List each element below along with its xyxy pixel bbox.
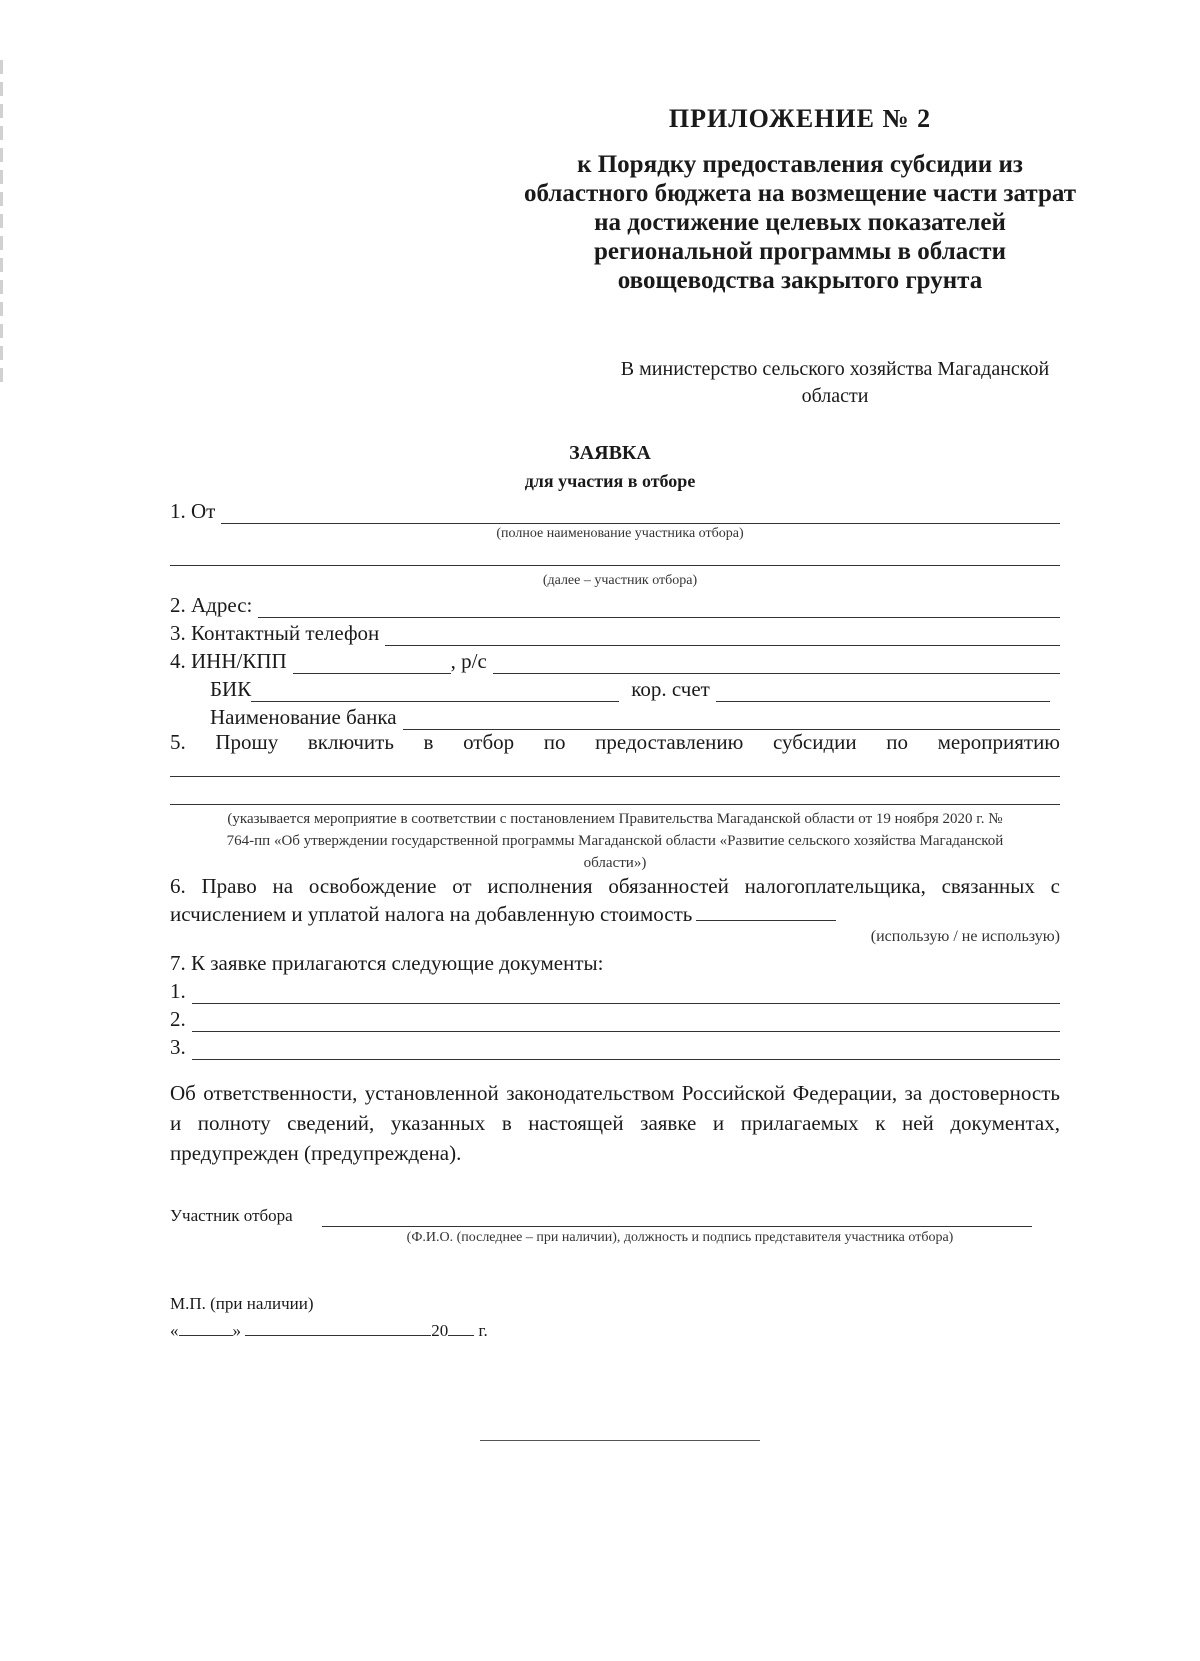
item1-hint2: (далее – участник отбора) — [542, 573, 698, 588]
account-field[interactable] — [493, 653, 1060, 674]
address-field[interactable] — [258, 597, 1060, 618]
stamp-label: М.П. (при наличии) — [170, 1294, 314, 1313]
bank-name-field[interactable] — [403, 709, 1060, 730]
date-day-field[interactable] — [179, 1320, 233, 1336]
applicant-name-field[interactable] — [221, 503, 1060, 524]
applicant-name-field-2[interactable] — [170, 565, 1060, 566]
doc-number: 3. — [170, 1035, 186, 1059]
participant-label: Участник отбора — [170, 1206, 293, 1225]
participant-hint: (Ф.И.О. (последнее – при наличии), должность и подпись представителя участника отбора) — [406, 1230, 954, 1245]
doc-number: 2. — [170, 1007, 186, 1031]
item1-label: 1. От — [170, 499, 216, 523]
bik-label: БИК — [210, 677, 252, 701]
doc-row — [170, 1006, 1060, 1032]
phone-field[interactable] — [385, 625, 1060, 646]
doc-row — [170, 1034, 1060, 1060]
addressee: В министерство сельского хозяйства Магаданской области — [620, 358, 1050, 407]
corr-account-label: кор. счет — [631, 677, 710, 701]
bank-label: Наименование банка — [210, 705, 397, 729]
date-open-quote: « — [170, 1321, 179, 1340]
date-close-quote: » — [232, 1321, 241, 1340]
item3-label: 3. Контактный телефон — [170, 621, 380, 645]
item4-label: 4. ИНН/КПП — [170, 649, 287, 673]
item2-label: 2. Адрес: — [170, 593, 253, 617]
item7-row — [170, 950, 1060, 976]
item3-row — [170, 620, 1060, 646]
form-subtitle: для участия в отборе — [524, 471, 696, 491]
item6-text — [170, 872, 1060, 928]
date-year-suffix: г. — [478, 1321, 488, 1340]
measure-field-1[interactable] — [170, 776, 1060, 777]
doc-row — [170, 978, 1060, 1004]
scan-edge-artifact — [0, 60, 3, 390]
participant-signature-field[interactable] — [322, 1226, 1032, 1227]
appendix-title: ПРИЛОЖЕНИЕ № 2 — [668, 104, 932, 133]
date-year-field[interactable] — [448, 1320, 474, 1336]
item4-account-label: , р/с — [450, 649, 487, 673]
bank-row — [210, 704, 1060, 730]
date-month-field[interactable] — [245, 1320, 431, 1336]
appendix-subtitle: к Порядку предоставления субсидии из областного бюджета на возмещение части затрат на достижение целевых показателей региональной программы в области овощеводства закрытого грунта — [523, 151, 1077, 294]
date-line — [170, 1320, 488, 1341]
item5-hint: (указывается мероприятие в соответствии с постановлением Правительства Магаданской области от 19 ноября 2020 г. № 764-пп «Об утверждении государственной программы Магаданской области «Развитие сельского хозяйства Магаданской области») — [226, 811, 1004, 871]
doc-field[interactable] — [192, 983, 1060, 1004]
responsibility-text: Об ответственности, установленной законодательством Российской Федерации, за достоверность и полноту сведений, указанных в настоящей заявке и прилагаемых к ней документах, предупрежден (предупреждена). — [170, 1081, 1060, 1165]
item5-text: 5. Прошу включить в отбор по предоставлению субсидии по мероприятию — [170, 730, 1060, 754]
item1-hint: (полное наименование участника отбора) — [496, 526, 744, 541]
inn-kpp-field[interactable] — [293, 653, 451, 674]
doc-field[interactable] — [192, 1039, 1060, 1060]
item2-row — [170, 592, 1060, 618]
item1-row — [170, 498, 1060, 524]
date-year-prefix: 20 — [431, 1321, 449, 1340]
vat-field[interactable] — [696, 902, 836, 921]
bik-field[interactable] — [251, 681, 619, 702]
doc-number: 1. — [170, 979, 186, 1003]
bik-row — [210, 676, 1050, 702]
doc-field[interactable] — [192, 1011, 1060, 1032]
corr-account-field[interactable] — [716, 681, 1050, 702]
item7-label: 7. К заявке прилагаются следующие документы: — [170, 951, 604, 975]
form-title: ЗАЯВКА — [569, 442, 651, 464]
item6-label: 6. Право на освобождение от исполнения обязанностей налогоплательщика, связанных с исчислением и уплатой налога на добавленную стоимость — [170, 874, 1060, 926]
item6-hint: (использую / не использую) — [870, 928, 1060, 945]
item4-row — [170, 648, 1060, 674]
closing-divider — [480, 1440, 760, 1441]
measure-field-2[interactable] — [170, 804, 1060, 805]
